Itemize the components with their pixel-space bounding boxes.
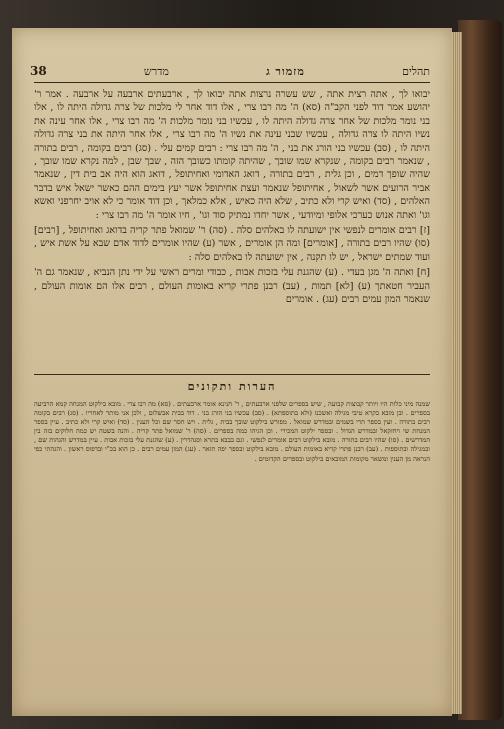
page-number: 38 (30, 64, 47, 78)
notes-rule (34, 374, 430, 375)
main-paragraph: [ח] ואתה ה' מגן בעדי . (ע) שהגנת עלי בזכות אבות , כבודי ומרים ראשי על ידי נתן הנביא , שנאמר גם ה' העביר חטאתך (ע) [לא] תמות , (עב) רבנן פתרי קריא באומות העולם , רבים אלו הם אומות העולם , שנאמר המון עמים רבים (עג) . אומרים (34, 267, 430, 306)
header-left-title: מדרש (143, 64, 169, 78)
running-header (30, 62, 430, 80)
footnote-block: (ע) שהגנת עלי בזכות אבות . עיין במדרש והגהות שם , ובמגילה ובתוספות . (עב) רבנן פתרי קריא באומות העולם . מובא בילקוט ובספר יפה תואר . (עג) המון עמים רבים . כן הוא בכ"י ובדפוס ראשון . והגהתי כפי הנראה מן הענין ומשאר מקומות המובאים בילקוט ובספרים הקדומים . (34, 436, 430, 463)
header-right-title: תהלים (402, 64, 430, 78)
footnotes (34, 400, 430, 464)
book-page (12, 28, 452, 716)
footnote-block: ויש חסר שם וכל הענין . (סד) ואיש קרי ולא כתיב . עיין בספר המנחת שי ויחזקאל ובמדרש הגדול . ובספר ילקוט המכירי . וכן הגיהו כמה בספרים . (סה) ר' שמואל פתר קריה . והנה בשטה יש כמה חלוקים בזה בין המדרשים . (סו) שהיו רבים בתורה . מובא בילקוט רבים אומרים לנפשי . וגם בבבא בתרא וסנהדרין . (34, 418, 430, 445)
header-rule (34, 82, 430, 83)
footnote-block: שמנה מיני כלות היו ויותר קבוצות קבועה , שיש בספרים שלפני ארבעתים , ר' חנינא אומר ארבעתים . (סא) מה רבו צרי . מובא בילקוט המנחה קמא הרביעה בספרים . ובן מובא בקרא טיבי מגילה ואשכנז (ולא בתוספתא) . (סב) עכשיו בני הורג בני . דוד בבית אבשלום , ולכן אני מותר לאחריו . (סג) רבים בקומה רבים בתורה . ועין בספר הרי בשמים ובמדרש שמואל . מפורש בילקוט שובך בבית , גלית . (34, 400, 430, 427)
book-spine (458, 20, 502, 720)
main-paragraph: יבואו לך , אתה רצית אתה , שש עשרה נרצות אתה יבואו לך , ארבעתים ארבעה על ארבעה . אמר ר' יהושע אמר דוד לפני הקב"ה (סא) ה' מה רבו צרי , אלו דוד אחר לי מלכות של צרה גדולה היתה לו , אלו בני נומר מלכות של אחר צרה גדולה היתה לו , עכשיו בני נומר מלכות ה' מה רבו צרי , אלו אחר עינה את נשיו היתה לו צרה גדולה , עכשיו שבני עינה את נשיו ה' מה רבו צרי , אלו אחר היתה את בני צרה גדולה היתה לו , (סב) עכשיו בני הורג את בני , ה' מה רבו צרי : רבים קמים עלי . (סג) רבים בקומה , רבים בתורה , שנאמר רבים בקומה , שנקרא שמו שובך , שהיתה קומתו כשובך הזה , שבך שבן , למה נקרא שמו שובך , שהיה שופך דמים , וכן גלית , רבים בתורה , דואג האדומי ואחיתופל , דואג הוא היה אב בית דין , שנאמר אביר הרועים אשר לשאול , אחיתופל שנאמר ועצת אחיתופל אשר יעץ בימים ההם כאשר ישאל איש בדבר האלהים , (סד) ואיש קרי ולא כתיב , שלא היה כאיש , אלא כמלאך , וכן דוד אומר כי לא אויב יחרפני ואשא וגו' ואתה אנוש כערכי אלופי ומיודעי , אשר יחדו נמתיק סוד וגו' , חיו אומר ה' מה רבו צרי : (34, 89, 430, 221)
main-paragraph: [ז] רבים אומרים לנפשי אין ישועתה לו באלהים סלה . (סה) ר' שמואל פתר קריה בדואג ואחיתופל , [רבים] (סו) שהיו רבים בתורה , [אומרים] ומה הן אומרים , אשר (ע) שהיו אומרים לדוד אדם שבא על אשת איש , ועוד שמתים ישראל , יש לו תקנה , אין ישועתה לו באלהים סלה : (34, 225, 430, 263)
main-text (34, 88, 430, 309)
notes-heading: הערות ותקונים (187, 380, 277, 393)
header-center-title: מזמור ג (266, 64, 305, 78)
